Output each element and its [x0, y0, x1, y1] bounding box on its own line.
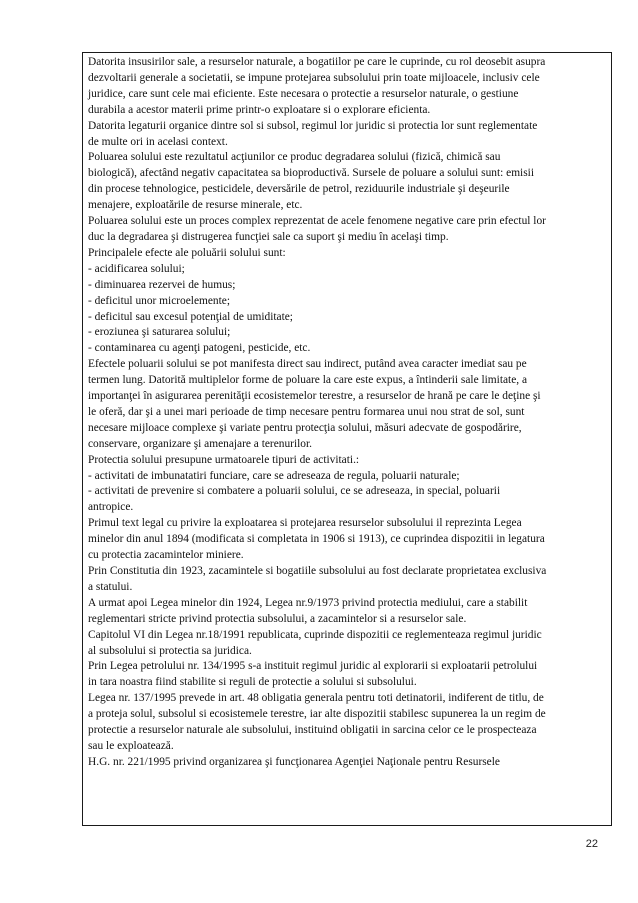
- page-number: 22: [585, 838, 598, 850]
- document-body-text: Datorita insusirilor sale, a resurselor naturale, a bogatiilor pe care le cuprinde, cu rol deosebit asupra dezvoltarii generale a societatii, se impune protejarea subsolului prin toate mijloacele, inclusiv cele juridice, care sunt cele mai eficiente. Este necesara o protectie a resurselor naturale, o gestiune durabila a acestor materii prime printr-o exploatare si o explorare eficienta. Datorita legaturii organice dintre sol si subsol, regimul lor juridic si protectia lor sunt reglementate de multe ori in acelasi context. Poluarea solului este rezultatul acţiunilor ce produc degradarea solului (fizică, chimică sau biologică), afectând negativ capacitatea sa bioproductivă. Sursele de poluare a solului sunt: emisii din procese tehnologice, pesticidele, deversările de petrol, reziduurile industriale şi deşeurile menajere, exploatările de resurse minerale, etc. Poluarea solului este un proces complex reprezentat de acele fenomene negative care prin efectul lor duc la degradarea şi distrugerea funcţiei sale ca suport şi mediu în acelaşi timp. Principalele efecte ale poluării solului sunt: - acidificarea solului; - diminuarea rezervei de humus; - deficitul unor microelemente; - deficitul sau excesul potenţial de umiditate; - eroziunea şi saturarea solului; - contaminarea cu agenţi patogeni, pesticide, etc. Efectele poluarii solului se pot manifesta direct sau indirect, putând avea caracter imediat sau pe termen lung. Datorită multiplelor forme de poluare la care este expus, a întinderii sale limitate, a importanţei în asigurarea perenităţii ecosistemelor terestre, a resurselor de hrană pe care le deţine şi le oferă, dar şi a unei mari perioade de timp necesare pentru formarea unui nou strat de sol, sunt necesare mijloace complexe şi variate pentru protecţia solului, măsuri adecvate de gospodărire, conservare, organizare şi amenajare a terenurilor. Protectia solului presupune urmatoarele tipuri de activitati.: - activitati de imbunatatiri funciare, care se adreseaza de regula, poluarii naturale; - activitati de prevenire si combatere a poluarii solului, ce se adreseaza, in special, poluarii antropice. Primul text legal cu privire la exploatarea si protejarea resurselor subsolului il reprezinta Legea minelor din anul 1894 (modificata si completata in 1906 si 1913), ce cuprindea dispozitii in legatura cu protectia zacamintelor miniere. Prin Constitutia din 1923, zacamintele si bogatiile subsolului au fost declarate proprietatea exclusiva a statului. A urmat apoi Legea minelor din 1924, Legea nr.9/1973 privind protectia mediului, care a stabilit reglementari stricte privind protectia subsolului, a zacamintelor si a resurselor sale. Capitolul VI din Legea nr.18/1991 republicata, cuprinde dispozitii ce reglementeaza regimul juridic al subsolului si protectia sa juridica. Prin Legea petrolului nr. 134/1995 s-a instituit regimul juridic al explorarii si exploatarii petrolului in tara noastra fiind stabilite si reguli de protectie a solului si subsolului. Legea nr. 137/1995 prevede in art. 48 obligatia generala pentru toti detinatorii, indiferent de titlu, de a proteja solul, subsolul si ecosistemele terestre, iar alte dispozitii stabilesc supunerea la un regim de protectie a resurselor naturale ale subsolului, instituind obligatii in sarcina celor ce le prospecteaza sau le exploatează. H.G. nr. 221/1995 privind organizarea şi funcţionarea Agenţiei Naţionale pentru Resurselе: [88, 56, 547, 768]
- document-text-frame: [82, 52, 612, 826]
